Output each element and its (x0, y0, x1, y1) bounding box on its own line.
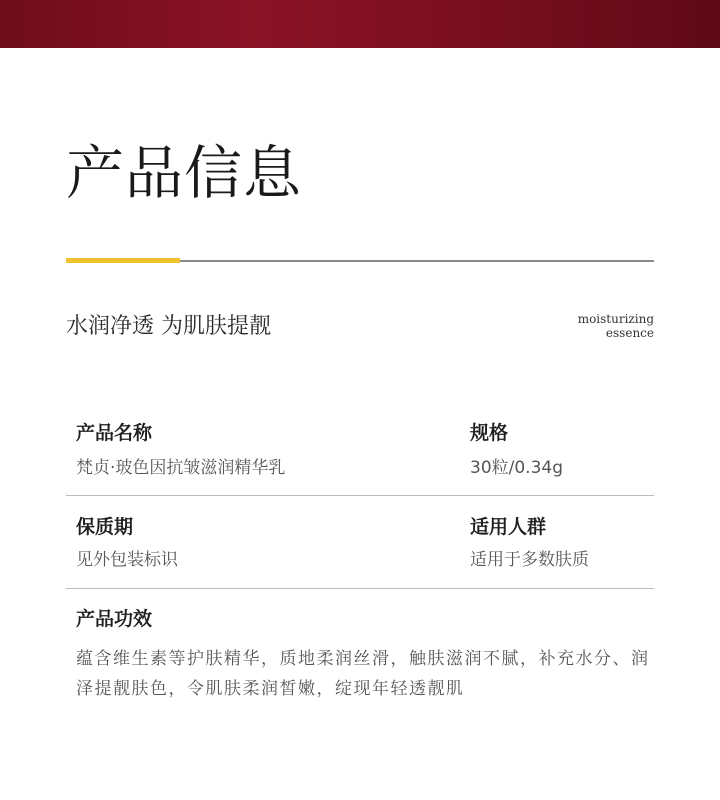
efficacy-description: 蕴含维生素等护肤精华，质地柔润丝滑，触肤滋润不腻，补充水分、润泽提靓肤色，令肌肤柔润皙嫩，绽现年轻透靓肌 (76, 649, 650, 699)
tagline: 水润净透 为肌肤提靓 (66, 314, 271, 339)
shelf-life-value: 见外包装标识 (76, 550, 178, 570)
product-name-label: 产品名称 (76, 422, 153, 444)
efficacy-label: 产品功效 (76, 608, 153, 630)
spec-value: 30粒/0.34g (470, 458, 564, 478)
audience-label: 适用人群 (470, 516, 547, 538)
tagline-english-line2: essence (605, 326, 654, 340)
row-divider (66, 588, 654, 589)
product-name-value: 梵贞·玻色因抗皱滋润精华乳 (76, 458, 286, 478)
tagline-english (578, 312, 654, 340)
title-divider-accent (66, 258, 180, 263)
row-divider (66, 495, 654, 496)
top-banner (0, 0, 720, 48)
tagline-english-line1: moisturizing (577, 312, 654, 326)
shelf-life-label: 保质期 (76, 516, 134, 538)
page-title: 产品信息 (66, 139, 303, 207)
audience-value: 适用于多数肤质 (470, 550, 589, 570)
spec-label: 规格 (470, 422, 509, 444)
